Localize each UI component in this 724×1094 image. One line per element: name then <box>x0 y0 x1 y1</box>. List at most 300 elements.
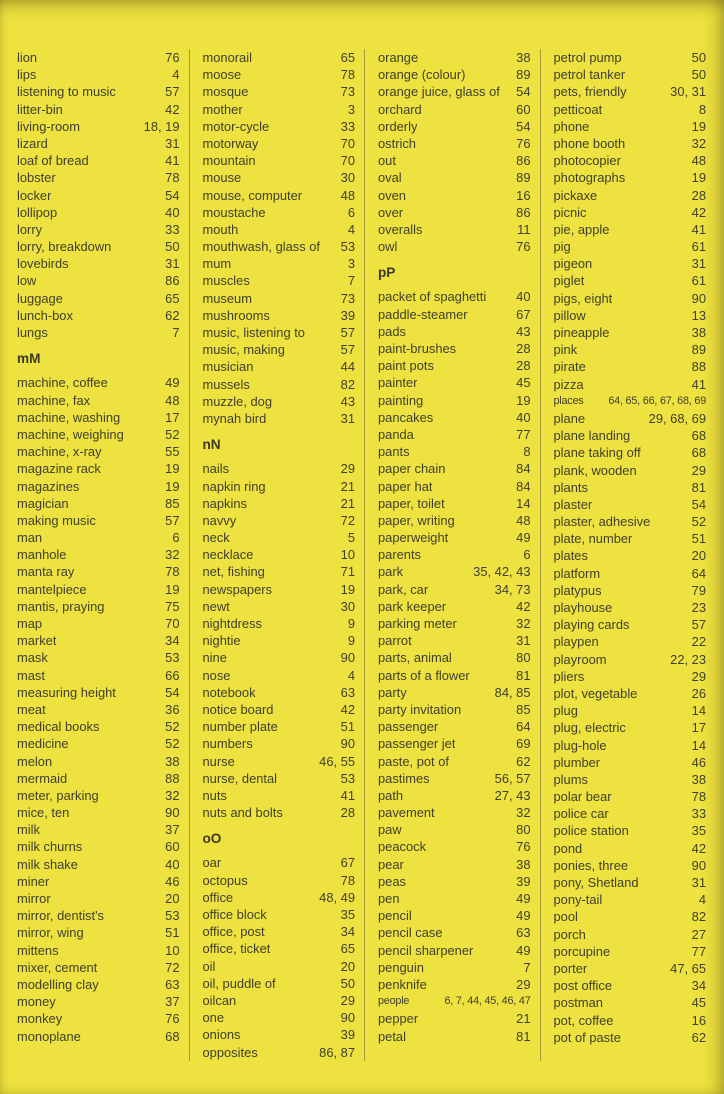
entry-term: octopus <box>202 872 248 888</box>
entry-term: park, car <box>378 581 429 597</box>
index-entry <box>17 272 180 289</box>
entry-term: oil, puddle of <box>202 975 276 991</box>
entry-pages: 10 <box>340 547 355 563</box>
entry-term: pigs, eight <box>553 290 613 306</box>
entry-term: parrot <box>378 633 412 649</box>
entry-pages: 11 <box>517 221 531 237</box>
index-entry <box>378 340 531 357</box>
entry-pages: 22 <box>691 634 706 650</box>
entry-pages: 42 <box>165 101 180 117</box>
entry-pages: 72 <box>340 512 355 528</box>
index-entry <box>554 822 707 839</box>
index-entry <box>378 392 531 409</box>
index-entry <box>378 856 531 873</box>
entry-term: pillow <box>553 307 586 323</box>
index-entry <box>554 49 707 66</box>
entry-term: porcupine <box>553 943 611 959</box>
entry-pages: 42 <box>691 840 706 856</box>
entry-pages: 41 <box>340 787 355 803</box>
entry-pages: 43 <box>340 393 355 409</box>
index-entry <box>378 374 531 391</box>
index-entry <box>378 204 531 221</box>
index-entry <box>554 187 707 204</box>
index-entry <box>17 529 180 546</box>
entry-pages: 10 <box>165 942 180 958</box>
entry-pages: 37 <box>165 822 180 838</box>
index-entry <box>554 444 707 461</box>
index-entry <box>203 992 356 1009</box>
entry-term: plank, wooden <box>553 462 637 478</box>
entry-term: notice board <box>202 701 274 717</box>
entry-term: pineapple <box>553 325 610 340</box>
entry-pages: 51 <box>691 531 706 547</box>
index-entry <box>17 632 180 649</box>
index-entry <box>17 255 180 272</box>
entry-pages: 38 <box>516 856 531 872</box>
entry-term: necklace <box>202 547 254 563</box>
section-header: oO <box>202 831 222 847</box>
entry-pages: 41 <box>691 376 706 392</box>
index-entry <box>378 976 531 993</box>
entry-term: newspapers <box>202 581 273 597</box>
index-entry <box>17 443 180 460</box>
index-entry <box>203 66 356 83</box>
entry-pages: 39 <box>516 873 531 889</box>
index-entry <box>17 563 180 580</box>
index-entry <box>203 804 356 821</box>
entry-term: office, post <box>202 924 265 940</box>
index-entry <box>554 616 707 633</box>
entry-term: moose <box>202 67 242 83</box>
index-entry <box>203 975 356 992</box>
index-entry <box>203 1044 356 1061</box>
entry-pages: 4 <box>347 221 355 237</box>
entry-pages: 29 <box>691 668 706 684</box>
entry-pages: 35, 42, 43 <box>473 564 531 580</box>
index-entry <box>554 685 707 702</box>
index-entry <box>554 255 707 272</box>
index-entry <box>203 701 356 718</box>
index-entry <box>17 873 180 890</box>
entry-term: pepper <box>378 1011 419 1027</box>
entry-pages: 78 <box>340 67 355 83</box>
entry-pages: 20 <box>165 891 180 906</box>
index-entry <box>203 940 356 957</box>
entry-pages: 42 <box>340 701 355 717</box>
entry-term: petrol tanker <box>553 67 626 83</box>
index-entry <box>378 221 531 238</box>
section-header: pP <box>378 265 396 281</box>
entry-pages: 33 <box>340 118 355 134</box>
index-entry <box>17 701 180 718</box>
entry-pages: 42 <box>516 598 531 614</box>
entry-term: mixer, cement <box>17 959 98 975</box>
entry-term: office <box>202 889 234 905</box>
entry-pages: 32 <box>516 616 531 631</box>
entry-pages: 64 <box>691 565 706 581</box>
entry-term: machine, coffee <box>17 375 108 391</box>
entry-pages: 29 <box>340 461 355 477</box>
entry-term: painting <box>378 392 424 408</box>
entry-term: platform <box>553 565 601 581</box>
entry-pages: 67 <box>340 855 355 871</box>
entry-pages: 46 <box>691 754 706 770</box>
entry-term: orange <box>378 50 419 65</box>
entry-pages: 54 <box>165 684 180 700</box>
index-entry <box>17 324 180 341</box>
entry-term: packet of spaghetti <box>378 289 487 305</box>
entry-term: map <box>17 616 43 631</box>
entry-term: ostrich <box>378 135 416 151</box>
index-entry <box>554 272 707 289</box>
entry-pages: 55 <box>165 444 180 460</box>
entry-term: plot, vegetable <box>553 685 638 701</box>
entry-pages: 22, 23 <box>670 651 706 667</box>
entry-pages: 60 <box>516 101 531 117</box>
entry-pages: 62 <box>165 307 180 323</box>
entry-term: magazines <box>17 478 80 494</box>
index-entry <box>17 409 180 426</box>
entry-pages: 13 <box>691 307 706 323</box>
entry-pages: 30 <box>340 170 355 186</box>
index-entry <box>378 101 531 118</box>
entry-term: machine, fax <box>17 392 91 408</box>
index-entry <box>17 856 180 873</box>
index-entry <box>554 324 707 341</box>
entry-term: parents <box>378 547 421 563</box>
index-entry <box>17 290 180 307</box>
entry-term: over <box>378 204 404 220</box>
index-entry <box>17 684 180 701</box>
entry-term: nightdress <box>202 616 262 631</box>
index-entry <box>203 958 356 975</box>
entry-term: nine <box>202 650 227 666</box>
index-entry <box>378 924 531 941</box>
index-entry <box>378 238 531 255</box>
entry-term: nose <box>202 667 231 683</box>
entry-pages: 90 <box>340 736 355 752</box>
index-entry <box>203 410 356 427</box>
index-entry <box>17 374 180 391</box>
entry-term: orchard <box>378 101 422 117</box>
entry-term: musician <box>202 359 254 375</box>
index-entry <box>203 787 356 804</box>
index-entry <box>203 221 356 238</box>
entry-pages: 66 <box>165 667 180 683</box>
entry-pages: 90 <box>691 290 706 306</box>
entry-term: plumber <box>553 754 601 770</box>
entry-pages: 41 <box>691 221 706 237</box>
entry-pages: 86, 87 <box>319 1044 355 1060</box>
entry-term: pond <box>553 840 583 856</box>
entry-pages: 46 <box>165 873 180 889</box>
index-entry <box>554 238 707 255</box>
entry-term: piglet <box>553 273 585 289</box>
entry-pages: 78 <box>340 872 355 888</box>
index-entry <box>554 358 707 375</box>
section-header: mM <box>17 351 41 367</box>
entry-pages: 40 <box>516 409 531 425</box>
entry-term: paper, writing <box>378 512 455 528</box>
entry-pages: 76 <box>516 839 531 855</box>
entry-term: magazine rack <box>17 461 101 477</box>
entry-term: party invitation <box>378 701 462 717</box>
index-entry <box>203 307 356 324</box>
entry-pages: 32 <box>516 805 531 821</box>
entry-pages: 8 <box>523 444 531 460</box>
entry-term: parts of a flower <box>378 667 470 683</box>
entry-term: pool <box>553 909 578 925</box>
entry-pages: 48 <box>165 392 180 408</box>
index-entry <box>378 546 531 563</box>
entry-term: napkin ring <box>202 478 266 494</box>
entry-term: paint pots <box>378 358 434 374</box>
index-entry <box>554 462 707 479</box>
index-entry <box>378 821 531 838</box>
index-entry <box>378 306 531 323</box>
entry-term: milk <box>17 822 40 838</box>
entry-term: plums <box>553 771 588 787</box>
entry-term: mice, ten <box>17 805 70 821</box>
entry-pages: 21 <box>340 478 355 494</box>
entry-term: monkey <box>17 1011 63 1027</box>
entry-pages: 4 <box>172 67 180 83</box>
entry-term: peacock <box>378 839 427 855</box>
index-entry <box>378 993 531 1010</box>
index-entry <box>17 993 180 1010</box>
entry-term: living-room <box>17 118 81 134</box>
index-column-3 <box>364 49 540 1061</box>
entry-term: opposites <box>202 1044 258 1060</box>
index-entry <box>203 272 356 289</box>
index-entry <box>203 324 356 341</box>
index-entry <box>203 358 356 375</box>
index-entry <box>203 152 356 169</box>
entry-term: plaster <box>553 496 593 512</box>
entry-term: postman <box>553 995 603 1011</box>
entry-pages: 89 <box>691 342 706 358</box>
entry-term: pig <box>553 239 571 255</box>
entry-pages: 28 <box>691 187 706 203</box>
entry-pages: 31 <box>691 875 706 890</box>
entry-pages: 54 <box>516 84 531 100</box>
entry-term: petrol pump <box>553 50 622 65</box>
entry-term: pants <box>378 444 410 460</box>
entry-pages: 23 <box>691 600 706 615</box>
entry-term: number plate <box>202 719 278 735</box>
entry-pages: 63 <box>340 684 355 700</box>
index-entry <box>203 649 356 666</box>
entry-term: owl <box>378 239 398 255</box>
index-entry <box>203 598 356 615</box>
entry-pages: 3 <box>347 256 355 272</box>
index-entry <box>17 546 180 563</box>
entry-pages: 6 <box>523 547 531 563</box>
index-entry <box>554 376 707 393</box>
entry-term: monorail <box>202 50 252 65</box>
index-entry <box>17 1010 180 1027</box>
entry-term: painter <box>378 375 418 391</box>
index-entry <box>378 598 531 615</box>
entry-term: muscles <box>202 273 250 289</box>
entry-pages: 40 <box>165 856 180 872</box>
entry-term: manta ray <box>17 564 75 580</box>
index-entry <box>203 238 356 255</box>
index-entry <box>378 718 531 735</box>
entry-pages: 88 <box>165 770 180 786</box>
entry-term: plane landing <box>553 428 631 444</box>
entry-pages: 72 <box>165 959 180 975</box>
entry-term: low <box>17 273 37 289</box>
entry-term: petticoat <box>553 101 603 117</box>
entry-pages: 31 <box>165 135 180 151</box>
index-entry <box>17 460 180 477</box>
entry-term: medical books <box>17 719 100 735</box>
entry-pages: 40 <box>516 289 531 305</box>
index-entry <box>17 924 180 941</box>
index-entry <box>17 135 180 152</box>
entry-term: mouse, computer <box>202 187 303 203</box>
entry-pages: 90 <box>691 857 706 873</box>
entry-term: pencil case <box>378 925 443 941</box>
entry-term: money <box>17 994 56 1010</box>
index-entry <box>17 204 180 221</box>
index-entry <box>554 805 707 822</box>
entry-term: motorway <box>202 135 259 151</box>
entry-pages: 7 <box>523 959 531 975</box>
entry-term: lizard <box>17 135 48 151</box>
index-entry <box>17 718 180 735</box>
index-entry <box>203 255 356 272</box>
entry-term: police station <box>553 823 629 839</box>
entry-pages: 28 <box>516 341 531 356</box>
entry-pages: 61 <box>691 273 706 289</box>
entry-term: paint-brushes <box>378 341 457 356</box>
index-entry <box>554 994 707 1011</box>
entry-pages: 54 <box>165 187 180 203</box>
index-entry <box>378 615 531 632</box>
entry-pages: 68 <box>691 445 706 461</box>
index-entry <box>17 66 180 83</box>
entry-term: paper chain <box>378 461 446 477</box>
entry-pages: 65 <box>165 290 180 306</box>
index-entry <box>17 495 180 512</box>
index-entry <box>378 890 531 907</box>
entry-pages: 29, 68, 69 <box>648 410 706 426</box>
entry-term: plug <box>553 703 578 719</box>
entry-term: listening to music <box>17 84 116 100</box>
index-entry <box>378 169 531 186</box>
entry-pages: 65 <box>340 941 355 957</box>
entry-pages: 50 <box>165 239 180 255</box>
index-entry <box>203 460 356 477</box>
entry-term: lion <box>17 50 38 65</box>
index-entry <box>378 409 531 426</box>
entry-term: nurse, dental <box>202 770 278 786</box>
entry-pages: 42 <box>691 204 706 220</box>
index-entry <box>554 582 707 599</box>
index-entry <box>378 563 531 580</box>
entry-pages: 35 <box>691 823 706 839</box>
entry-term: mirror, wing <box>17 925 84 941</box>
entry-pages: 57 <box>340 325 355 340</box>
entry-pages: 19 <box>165 461 180 477</box>
index-entry <box>203 770 356 787</box>
entry-term: melon <box>17 753 53 769</box>
entry-term: mouse <box>202 170 242 186</box>
index-entry <box>378 460 531 477</box>
entry-pages: 21 <box>340 495 355 511</box>
entry-pages: 70 <box>340 153 355 169</box>
section-header: nN <box>202 437 221 453</box>
entry-term: nuts and bolts <box>202 805 283 821</box>
entry-pages: 3 <box>347 101 355 117</box>
entry-term: pancakes <box>378 409 434 425</box>
entry-pages: 30, 31 <box>670 84 706 100</box>
entry-term: lunch-box <box>17 307 73 323</box>
index-entry <box>203 393 356 410</box>
entry-term: polar bear <box>553 789 612 805</box>
entry-pages: 78 <box>165 170 180 186</box>
entry-term: nails <box>202 461 230 477</box>
entry-term: path <box>378 787 404 803</box>
entry-pages: 53 <box>165 650 180 666</box>
index-entry <box>554 101 707 118</box>
index-entry <box>378 118 531 135</box>
entry-term: oven <box>378 187 406 203</box>
entry-term: pigeon <box>553 256 593 272</box>
index-entry <box>378 735 531 752</box>
entry-term: manhole <box>17 547 67 563</box>
index-entry <box>203 478 356 495</box>
index-column-1 <box>13 49 189 1061</box>
entry-pages: 49 <box>516 908 531 924</box>
index-entry <box>17 615 180 632</box>
entry-term: pot, coffee <box>553 1012 614 1028</box>
entry-pages: 68 <box>165 1028 180 1044</box>
entry-pages: 73 <box>340 84 355 100</box>
entry-term: pickaxe <box>553 187 598 203</box>
entry-pages: 27, 43 <box>494 787 531 803</box>
entry-pages: 38 <box>691 325 706 340</box>
entry-term: pony-tail <box>553 892 603 908</box>
entry-term: overalls <box>378 221 423 237</box>
index-entry <box>554 221 707 238</box>
entry-term: paw <box>378 822 402 838</box>
entry-pages: 90 <box>165 805 180 821</box>
entry-pages: 16 <box>516 187 531 203</box>
index-entry <box>378 959 531 976</box>
entry-term: office, ticket <box>202 941 271 957</box>
index-entry <box>17 83 180 100</box>
entry-pages: 77 <box>691 943 706 959</box>
entry-term: plates <box>553 548 588 564</box>
index-entry <box>203 83 356 100</box>
index-entry <box>378 443 531 460</box>
entry-pages: 81 <box>691 479 706 495</box>
index-entry <box>17 804 180 821</box>
entry-term: peas <box>378 873 406 889</box>
entry-term: mast <box>17 667 45 683</box>
entry-pages: 89 <box>516 170 531 186</box>
index-entry <box>203 889 356 906</box>
index-entry <box>203 546 356 563</box>
entry-term: paper hat <box>378 478 433 494</box>
entry-pages: 81 <box>516 1028 531 1044</box>
entry-term: oar <box>202 855 222 871</box>
entry-term: office block <box>202 907 267 922</box>
entry-pages: 20 <box>340 958 355 974</box>
